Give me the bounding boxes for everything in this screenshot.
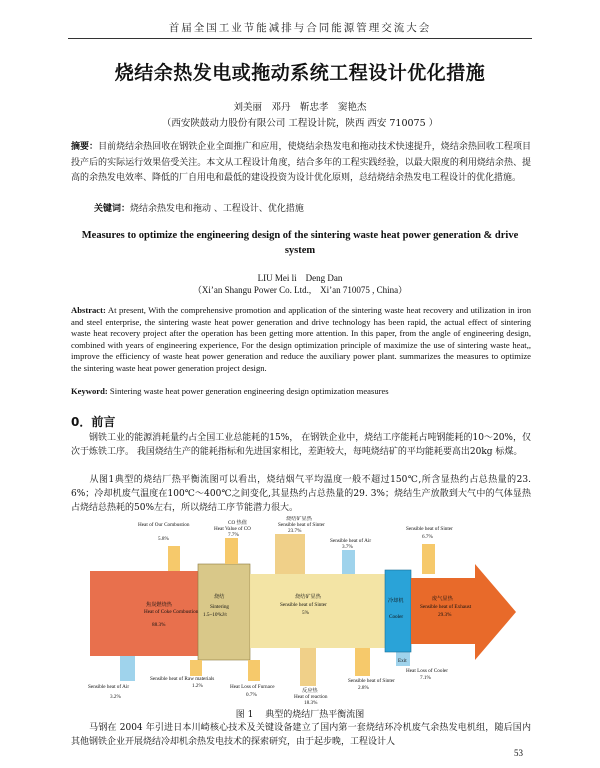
label-sintering: Sintering bbox=[210, 604, 230, 610]
label-sinter-bottom-pct: 2.8% bbox=[358, 685, 369, 691]
sinter-flow bbox=[250, 574, 385, 648]
label-sinter-mid-pct: 5% bbox=[302, 610, 309, 616]
exhaust-arrow bbox=[411, 564, 516, 660]
label-our-combustion: Heat of Our Combustion bbox=[138, 522, 190, 528]
reaction-flow bbox=[300, 648, 316, 686]
paragraph-1-text: 钢铁工业的能源消耗量约占全国工业总能耗的15%， 在钢铁企业中，烧结工序能耗占吨钢能耗的10～20%，仅次于炼铁工序。 我国烧结生产的能耗指标和先进国家相比，差距较大，每吨烧结矿的平均能耗要高出20kg 标煤。 bbox=[71, 433, 531, 457]
keywords-en-label: Keyword: bbox=[71, 386, 108, 396]
furnace-flow bbox=[248, 660, 260, 681]
label-reaction: Heat of reaction bbox=[294, 694, 328, 700]
page-number: 53 bbox=[514, 748, 523, 758]
label-cooler-loss-pct: 7.1% bbox=[420, 675, 431, 681]
label-furnace-pct: 0.7% bbox=[246, 692, 257, 698]
label-sinter-cn: 烧结矿显热 bbox=[286, 516, 312, 522]
label-sintering-val: 1.5~10⁶kJ/t bbox=[203, 612, 227, 618]
label-sinter-mid-cn: 烧结矿显热 bbox=[295, 594, 321, 600]
header-rule bbox=[68, 38, 532, 39]
label-raw-pct: 1.2% bbox=[192, 683, 203, 689]
paper-title-en: Measures to optimize the engineering design of the sintering waste heat power generation & drive system bbox=[81, 230, 519, 256]
label-coke: Heat of Coke Combustion bbox=[144, 609, 199, 615]
heat-balance-figure bbox=[80, 516, 520, 706]
abstract-en bbox=[71, 305, 531, 375]
label-cooler: Cooler bbox=[389, 614, 404, 620]
keywords-en-text: Sintering waste heat power generation engineering design optimization measures bbox=[107, 386, 389, 396]
label-sinter-right-pct: 6.7% bbox=[422, 534, 433, 540]
label-sinter-right: Sensible heat of Sinter bbox=[406, 526, 453, 532]
conference-header: 首届全国工业节能减排与合同能源管理交流大会 bbox=[168, 22, 432, 34]
affiliation: （西安陕鼓动力股份有限公司 工程设计院，陕西 西安 710075 ） bbox=[161, 118, 439, 129]
label-air: Sensible heat of Air bbox=[330, 538, 372, 544]
keywords-cn-label: 关键词： bbox=[94, 204, 131, 214]
paragraph-1 bbox=[71, 431, 531, 459]
raw-flow bbox=[190, 660, 202, 676]
label-reaction-cn: 反应热 bbox=[302, 688, 318, 694]
label-air-pct: 3.7% bbox=[342, 544, 353, 550]
label-reaction-pct: 18.3% bbox=[304, 700, 318, 706]
label-co-pct: 7.7% bbox=[228, 532, 239, 538]
our-combustion-flow bbox=[168, 546, 180, 571]
label-furnace: Heat Loss of Furnace bbox=[230, 684, 275, 690]
label-exhaust-pct: 29.3% bbox=[438, 612, 452, 618]
label-raw: Sensible heat of Raw materials bbox=[150, 676, 215, 682]
keywords-en bbox=[71, 386, 531, 396]
authors: 刘美丽 邓丹 靳忠孝 窦艳杰 bbox=[233, 102, 367, 113]
authors-en: LIU Mei li Deng Dan bbox=[257, 273, 343, 283]
paragraph-3-text: 马钢在 2004 年引进日本川崎核心技术及关键设备建立了国内第一套烧结环冷机废气余热发电机组，随后国内其他钢铁企业开展烧结冷却机余热发电技术的探索研究，由于起步晚，工程设计人 bbox=[71, 723, 531, 747]
abstract-en-text: At present, With the comprehensive promotion and application of the sintering waste heat recovery and utilization in iron and steel enterprise, the sintering waste heat power generation and drive technology has been rapid, the actual effect of sintering waste heat recovery project after the operation has been getting more attention. In this paper, from the angle of engineering design, combined with years of engineering experience, For the design optimization principle of maximize the use of sintering waste heat,, improve the efficiency of waste heat power generation and reduce the auxiliary power plant. summarizes the measures to optimize the sintering waste heat power generation project design. bbox=[71, 305, 531, 373]
sinter-top-flow bbox=[275, 534, 305, 574]
keywords-cn bbox=[94, 201, 524, 214]
paper-title: 烧结余热发电或拖动系统工程设计优化措施 bbox=[114, 62, 486, 84]
label-co: Heat Value of CO bbox=[214, 526, 251, 532]
label-exhaust: Sensible heat of Exhaust bbox=[420, 604, 472, 610]
label-coke-pct: 88.3% bbox=[152, 622, 166, 628]
keywords-cn-text: 烧结余热发电和拖动 、工程设计、优化措施 bbox=[130, 204, 304, 214]
paragraph-2 bbox=[71, 473, 531, 515]
paragraph-3 bbox=[71, 721, 531, 749]
label-cooler-cn: 冷却机 bbox=[388, 598, 404, 604]
sinter-bottom-flow bbox=[355, 648, 370, 676]
abstract-en-label: Abstract: bbox=[71, 305, 106, 315]
abstract-cn-text: 目前烧结余热回收在钢铁企业全面推广和应用，使烧结余热发电和拖动技术快速提升，烧结余热回收工程项目投产后的实际运行效果倍受关注。本文从工程设计角度，结合多年的工程实践经验，以最大限度的利用烧结余热、提高的余热发电效率、降低的厂自用电和最低的建设投资为设计优化原则，总结烧结余热发电工程设计的优化措施。 bbox=[71, 142, 531, 183]
label-cooler-loss: Heat Loss of Cooler bbox=[406, 668, 448, 674]
co-flow bbox=[225, 538, 238, 564]
label-air-bottom: Sensible heat of Air bbox=[88, 684, 130, 690]
affiliation-en: （Xi’an Shangu Power Co. Ltd., Xi’an 710075 , China） bbox=[192, 285, 408, 295]
label-sinter-bottom: Sensible heat of Sinter bbox=[348, 678, 395, 684]
label-air-bottom-pct: 3.2% bbox=[110, 694, 121, 700]
air-bottom-flow bbox=[120, 656, 135, 681]
cooler-box bbox=[385, 570, 411, 652]
label-exhaust-cn: 废气显热 bbox=[432, 596, 453, 602]
label-exit: Exit bbox=[398, 658, 407, 664]
label-our-combustion-pct: 5.8% bbox=[158, 536, 169, 542]
label-sinter-pct: 23.7% bbox=[288, 528, 302, 534]
label-co-cn: CO 热值 bbox=[228, 520, 247, 526]
label-coke-cn: 焦炭燃烧热 bbox=[146, 602, 172, 608]
abstract-cn bbox=[71, 140, 531, 187]
figure-caption: 图 1 典型的烧结厂热平衡流图 bbox=[235, 710, 365, 720]
label-sinter-mid: Sensible heat of Sinter bbox=[280, 602, 327, 608]
label-sintering-cn: 烧结 bbox=[214, 594, 225, 600]
air-flow bbox=[342, 550, 355, 574]
abstract-cn-label: 摘要： bbox=[71, 142, 99, 152]
sinter-right-flow bbox=[422, 544, 435, 574]
paragraph-2-text: 从图1典型的烧结厂热平衡流图可以看出，烧结烟气平均温度一般不超过150℃,所含显热约占总热量的23. 6%；冷却机废气温度在100℃～400℃之间变化,其显热约占总热量的29. 3%；烧结生产放散到大气中的气体显热占烧结总热耗的50%左右，所以烧结工序节能潜力很大。 bbox=[71, 475, 531, 513]
section-title: 0．前言 bbox=[71, 415, 116, 429]
label-sinter: Sensible heat of Sinter bbox=[278, 522, 325, 528]
